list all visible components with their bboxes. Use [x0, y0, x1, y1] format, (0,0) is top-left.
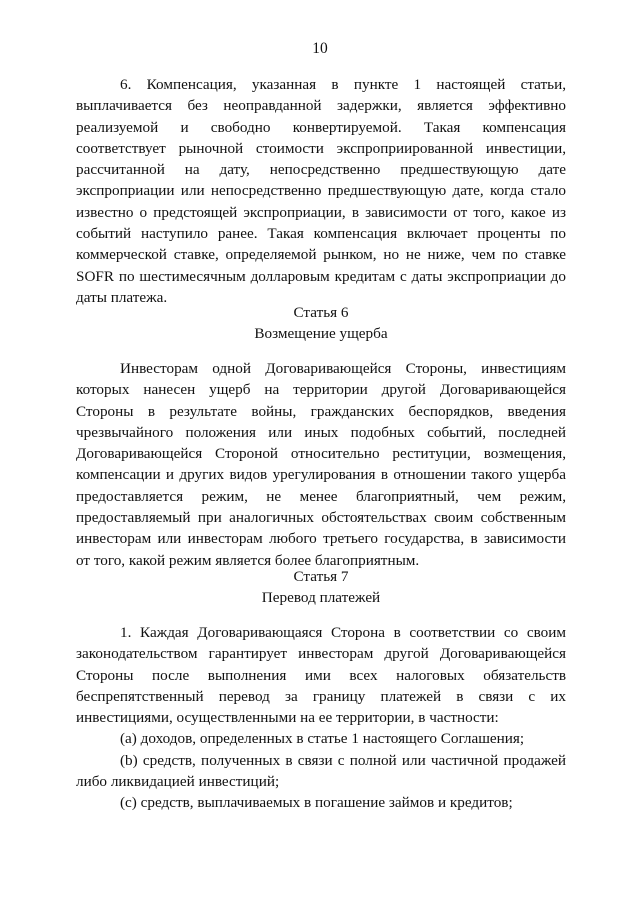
article-6-body: [76, 358, 566, 571]
article-6-heading: [76, 302, 566, 345]
article-5-continuation: [76, 74, 566, 308]
list-item-b: (b) средств, полученных в связи с полной или частичной продажей либо ликвидацией инвестиций;: [76, 751, 566, 791]
article-7-number: Статья 7: [293, 568, 349, 585]
list-item-a: (a) доходов, определенных в статье 1 настоящего Соглашения;: [120, 730, 525, 748]
paragraph-compensation: 6. Компенсация, указанная в пункте 1 настоящей статьи, выплачивается без неоправданной задержки, является эффективно реализуемой и свободно конвертируемой. Такая компенсация соответствует рыночной стоимости экспроприированной инвестиции, рассчитанной на дату, непосредственно предшествующую дате экспроприации или непосредственно предшествующую дате, когда стало известно о предстоящей экспроприации, в зависимости от того, какое из событий наступило ранее. Такая компенсация включает проценты по коммерческой ставке, определяемой рынком, но не ниже, чем по ставке SOFR по шестимесячным долларовым кредитам с даты экспроприации до даты платежа.: [76, 76, 566, 306]
paragraph-damage-compensation: Инвесторам одной Договаривающейся Стороны, инвестициям которых нанесен ущерб на территории другой Договаривающейся Стороны в результате войны, гражданских беспорядков, введения чрезвычайного положения или иных подобных событий, последней Договаривающейся Стороной относительно реституции, возмещения, компенсации и других видов урегулирования в отношении такого ущерба предоставляется режим, не менее благоприятный, чем режим, предоставляемый при аналогичных обстоятельствах своим собственным инвесторам или инвесторам любого третьего государства, в зависимости от того, какой режим является более благоприятным.: [76, 360, 566, 569]
page-number: 10: [312, 40, 328, 57]
paragraph-payment-transfer: 1. Каждая Договаривающаяся Сторона в соответствии со своим законодательством гарантирует инвесторам другой Договаривающейся Стороны после выполнения ими всех налоговых обязательств беспрепятственный перевод за границу платежей в связи с их инвестициями, осуществленными на ее территории, в частности:: [76, 624, 566, 727]
list-item-c: (c) средств, выплачиваемых в погашение займов и кредитов;: [120, 794, 513, 812]
article-7-title: Перевод платежей: [261, 589, 381, 607]
article-6-title: Возмещение ущерба: [254, 325, 388, 343]
article-7-heading: [76, 566, 566, 609]
article-6-number: Статья 6: [293, 304, 349, 321]
article-7-body: [76, 622, 566, 814]
